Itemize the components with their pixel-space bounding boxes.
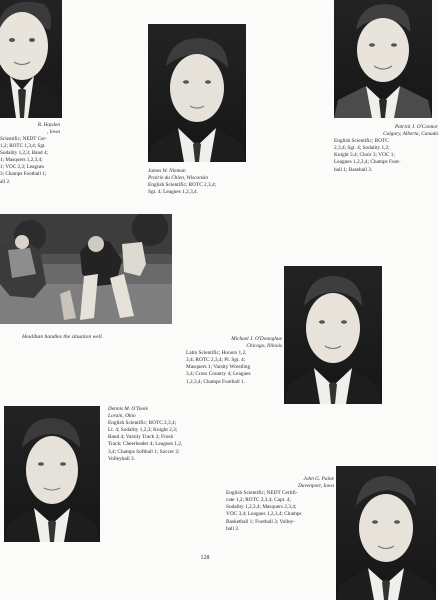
place-otoole: Lorain, Ohio (108, 413, 136, 420)
place-nieman: Prairie du Chien, Wisconsin (148, 175, 209, 182)
caption-nieman (148, 168, 258, 196)
place-haydon: , Iowa (47, 129, 60, 136)
candid-caption: Houlihan handles the situation well. (22, 334, 104, 340)
name-otoole: Dennis M. O'Toole (108, 406, 148, 412)
portrait-photo-nieman (148, 24, 246, 162)
activities-otoole: English Scientific; ROTC 2,3,4; Lt. 4; Sodality 1,2,3; Knight 2,3; Band 4; Varsity Track 3; Frosh Track; Cheerleader 4; Leagues 1,2, 3,4; Champs Softball 1; Soccer 2; Volleyball 3. (108, 420, 183, 462)
activities-paine: English Scientific; NEDT Certifi- cate 1,2; ROTC 2,3,4; Capt. 4; Sodality 1,2,3,4; Masquers 2,3,4; VOC 3,4; Leagues 1,2,3,4; Champs Basketball 1; Football 3; Volley- ball 3. (226, 490, 302, 532)
portrait-photo-paine (336, 466, 436, 600)
activities-oconnor: English Scientific; ROTC 2,3,4; Sgt. 4; Sodality 1,2; Knight 3,4; Choir 3; VOC 1; Leagues 1,2,3,4; Champs Foot- ball 1; Baseball 3. (334, 138, 401, 173)
place-paine: Davenport, Iowa (298, 483, 334, 490)
caption-oconnor (334, 124, 438, 174)
caption-haydon (0, 122, 60, 136)
name-odonoghue: Michael J. O'Donoghue (231, 336, 282, 342)
portrait-photo-otoole (4, 406, 100, 542)
portrait-haydon-figure (0, 0, 62, 118)
candid-scene-figures (0, 214, 172, 324)
caption-paine (226, 476, 334, 533)
portrait-odonoghue-figure (284, 266, 382, 404)
portrait-photo-haydon (0, 0, 62, 118)
activities-nieman: English Scientific; ROTC 2,3,4; Sgt. 4; Leagues 1,2,3,4. (148, 182, 217, 196)
portrait-nieman-figure (148, 24, 246, 162)
name-paine: John G. Paine (303, 476, 334, 482)
place-odonoghue: Chicago, Illinois (246, 343, 282, 350)
portrait-otoole-figure (4, 406, 100, 542)
activities-haydon: Scientific; NEDT Cer- 1,2; ROTC 1,3,4; Sgt. Sodality 1,2,3; Band 4; 1; Masquers 1,2,3,4; 1; VOC 2,3; Leagues 3; Champs Football 1; all 2. (0, 136, 48, 185)
page-number: 128 (200, 555, 210, 561)
portrait-paine-figure (336, 466, 436, 600)
caption-odonoghue (186, 336, 282, 386)
place-oconnor: Calgary, Alberta, Canada (383, 131, 438, 138)
name-haydon: R. Haydon (37, 122, 60, 128)
name-oconnor: Patrick J. O'Connor (394, 124, 438, 130)
portrait-photo-oconnor (334, 0, 432, 118)
portrait-photo-odonoghue (284, 266, 382, 404)
portrait-oconnor-figure (334, 0, 432, 118)
candid-photo (0, 214, 172, 324)
caption-otoole (108, 406, 212, 463)
activities-odonoghue: Latin Scientific; Honors 1,2, 3,4; ROTC 2,3,4; Pl. Sgt. 4; Masquers 1; Varsity Wrestling 3,4; Cross Country 4; Leagues 1,2,3,4; Champs Football 1. (186, 350, 251, 385)
name-nieman: James W. Nieman (148, 168, 186, 174)
